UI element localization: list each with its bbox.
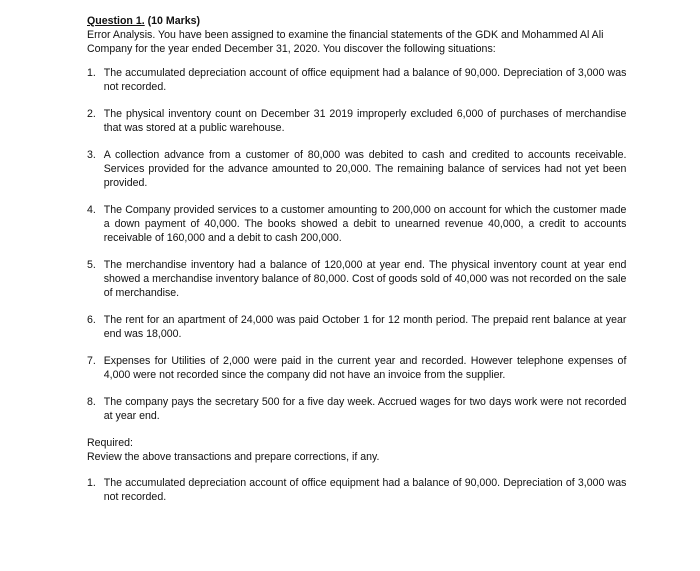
item-text: The accumulated depreciation account of office equipment had a balance of 90,000. Depreciation of 3,000 was not recorded. <box>103 67 627 93</box>
item-text: Expenses for Utilities of 2,000 were paid in the current year and recorded. However telephone expenses of 4,000 were not recorded since the company did not have an invoice from the supplier. <box>103 355 627 381</box>
list-item <box>87 476 626 504</box>
required-instruction: Review the above transactions and prepare corrections, if any. <box>87 451 380 463</box>
item-number: 6. <box>87 314 96 326</box>
item-number: 7. <box>87 355 96 367</box>
list-item <box>87 107 626 135</box>
item-number: 3. <box>87 149 96 161</box>
item-number: 5. <box>87 259 96 271</box>
item-number: 1. <box>87 67 96 79</box>
list-item <box>87 148 626 190</box>
required-label: Required: <box>87 437 133 449</box>
item-number: 4. <box>87 204 96 216</box>
item-text: The Company provided services to a customer amounting to 200,000 on account for which the customer made a down payment of 40,000. The books showed a debit to unearned revenue 40,000, a credit to accounts receivable of 160,000 and a debit to cash 200,000. <box>103 204 627 244</box>
situation-list <box>87 66 626 423</box>
question-intro: Error Analysis. You have been assigned to examine the financial statements of the GDK and Mohammed Al Ali Company for the year ended December 31, 2020. You discover the following situations: <box>87 29 604 55</box>
item-text: The merchandise inventory had a balance of 120,000 at year end. The physical inventory count at year end showed a merchandise inventory balance of 80,000. Cost of goods sold of 40,000 was not recorded on the sale of merchandise. <box>103 259 627 299</box>
question-number: Question 1. <box>87 15 145 27</box>
list-item <box>87 203 626 245</box>
answer-list <box>87 476 626 504</box>
question-heading <box>87 14 626 28</box>
list-item <box>87 258 626 300</box>
question-marks: (10 Marks) <box>144 15 201 27</box>
list-item <box>87 66 626 94</box>
item-number: 1. <box>87 477 96 489</box>
item-text: The company pays the secretary 500 for a five day week. Accrued wages for two days work were not recorded at year end. <box>103 396 627 422</box>
item-text: The accumulated depreciation account of office equipment had a balance of 90,000. Depreciation of 3,000 was not recorded. <box>103 477 627 503</box>
item-number: 8. <box>87 396 96 408</box>
list-item <box>87 354 626 382</box>
list-item <box>87 313 626 341</box>
item-number: 2. <box>87 108 96 120</box>
list-item <box>87 395 626 423</box>
question-content <box>87 14 626 504</box>
item-text: A collection advance from a customer of 80,000 was debited to cash and credited to accounts receivable. Services provided for the advance amounted to 20,000. The remaining balance of services had not yet been provided. <box>103 149 627 189</box>
item-text: The rent for an apartment of 24,000 was paid October 1 for 12 month period. The prepaid rent balance at year end was 18,000. <box>103 314 627 340</box>
item-text: The physical inventory count on December 31 2019 improperly excluded 6,000 of purchases of merchandise that was stored at a public warehouse. <box>103 108 627 134</box>
